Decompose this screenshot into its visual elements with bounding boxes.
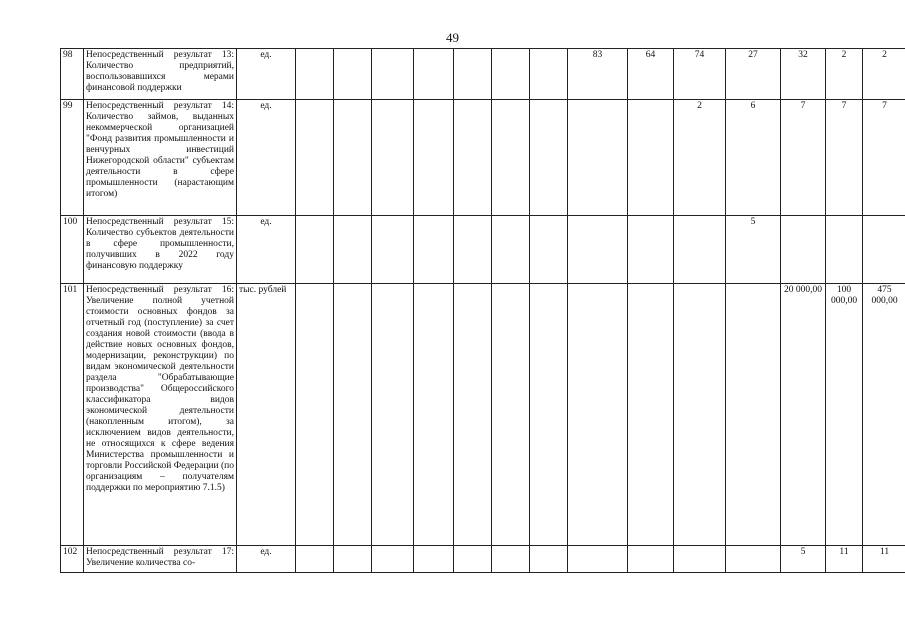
value-cell [492, 100, 530, 216]
value-cell [296, 49, 334, 100]
value-cell [372, 284, 414, 546]
value-cell [296, 100, 334, 216]
value-cell [454, 49, 492, 100]
indicator-name: Непосредственный результат 13: Количество предприятий, воспользовавшихся мерами финансовой поддержки [84, 49, 237, 100]
value-cell [530, 49, 568, 100]
value-cell [492, 546, 530, 573]
value-cell [628, 284, 674, 546]
unit-cell: ед. [237, 216, 296, 284]
indicator-name: Непосредственный результат 17: Увеличение количества со- [84, 546, 237, 573]
unit-cell: ед. [237, 100, 296, 216]
value-cell [863, 216, 905, 284]
value-cell [372, 49, 414, 100]
value-cell [492, 216, 530, 284]
value-cell [568, 284, 628, 546]
unit-cell: ед. [237, 49, 296, 100]
value-cell: 64 [628, 49, 674, 100]
indicator-name: Непосредственный результат 14: Количество займов, выданных некоммерческой организацией "Фонд развития промышленности и венчурных инвестиций Нижегородской области" субъектам деятельности в сфере промышленности (нарастающим итогом) [84, 100, 237, 216]
value-cell [334, 216, 372, 284]
value-cell [372, 546, 414, 573]
value-cell [492, 284, 530, 546]
value-cell [628, 216, 674, 284]
value-cell [334, 546, 372, 573]
unit-cell: ед. [237, 546, 296, 573]
page-number: 49 [446, 30, 459, 45]
value-cell [414, 100, 454, 216]
value-cell [781, 216, 826, 284]
value-cell [372, 216, 414, 284]
row-number: 100 [61, 216, 84, 284]
value-cell: 11 [863, 546, 905, 573]
value-cell [726, 546, 781, 573]
value-cell [568, 100, 628, 216]
value-cell [454, 100, 492, 216]
value-cell [628, 546, 674, 573]
value-cell: 7 [781, 100, 826, 216]
value-cell [530, 546, 568, 573]
value-cell [726, 284, 781, 546]
indicator-name: Непосредственный результат 15: Количество субъектов деятельности в сфере промышленности, получивших в 2022 году финансовую поддержку [84, 216, 237, 284]
value-cell: 27 [726, 49, 781, 100]
value-cell [334, 49, 372, 100]
value-cell [674, 284, 726, 546]
value-cell [414, 49, 454, 100]
value-cell [296, 546, 334, 573]
table-row [61, 284, 905, 546]
value-cell [568, 216, 628, 284]
value-cell: 74 [674, 49, 726, 100]
value-cell [454, 546, 492, 573]
value-cell [530, 216, 568, 284]
value-cell [674, 546, 726, 573]
value-cell [826, 216, 863, 284]
value-cell: 475 000,00 [863, 284, 905, 546]
value-cell [334, 100, 372, 216]
value-cell: 7 [863, 100, 905, 216]
value-cell [414, 284, 454, 546]
value-cell: 7 [826, 100, 863, 216]
indicators-table [60, 48, 905, 573]
value-cell: 32 [781, 49, 826, 100]
value-cell [530, 100, 568, 216]
value-cell: 2 [863, 49, 905, 100]
value-cell: 2 [674, 100, 726, 216]
value-cell [296, 284, 334, 546]
row-number: 102 [61, 546, 84, 573]
value-cell [414, 216, 454, 284]
value-cell [628, 100, 674, 216]
value-cell [372, 100, 414, 216]
value-cell: 5 [726, 216, 781, 284]
value-cell [674, 216, 726, 284]
value-cell: 2 [826, 49, 863, 100]
value-cell [454, 216, 492, 284]
indicator-name: Непосредственный результат 16: Увеличение полной учетной стоимости основных фондов за отчетный год (поступление) за счет создания новой стоимости (ввода в действие новых основных фондов, модернизации, реконструкции) по видам экономической деятельности раздела "Обрабатывающие производства" Общероссийского классификатора видов экономической деятельности (накопленным итогом), за исключением видов деятельности, не относящихся к сфере ведения Министерства промышленности и торговли Российской Федерации (по организациям – получателям поддержки по мероприятию 7.1.5) [84, 284, 237, 546]
table-row [61, 216, 905, 284]
value-cell: 100 000,00 [826, 284, 863, 546]
value-cell: 6 [726, 100, 781, 216]
row-number: 101 [61, 284, 84, 546]
value-cell: 11 [826, 546, 863, 573]
value-cell: 83 [568, 49, 628, 100]
value-cell [414, 546, 454, 573]
value-cell [454, 284, 492, 546]
row-number: 98 [61, 49, 84, 100]
value-cell: 20 000,00 [781, 284, 826, 546]
value-cell [296, 216, 334, 284]
value-cell [334, 284, 372, 546]
value-cell [530, 284, 568, 546]
value-cell [568, 546, 628, 573]
table-row [61, 546, 905, 573]
value-cell [492, 49, 530, 100]
table-row [61, 49, 905, 100]
unit-cell: тыс. рублей [237, 284, 296, 546]
value-cell: 5 [781, 546, 826, 573]
table-row [61, 100, 905, 216]
row-number: 99 [61, 100, 84, 216]
